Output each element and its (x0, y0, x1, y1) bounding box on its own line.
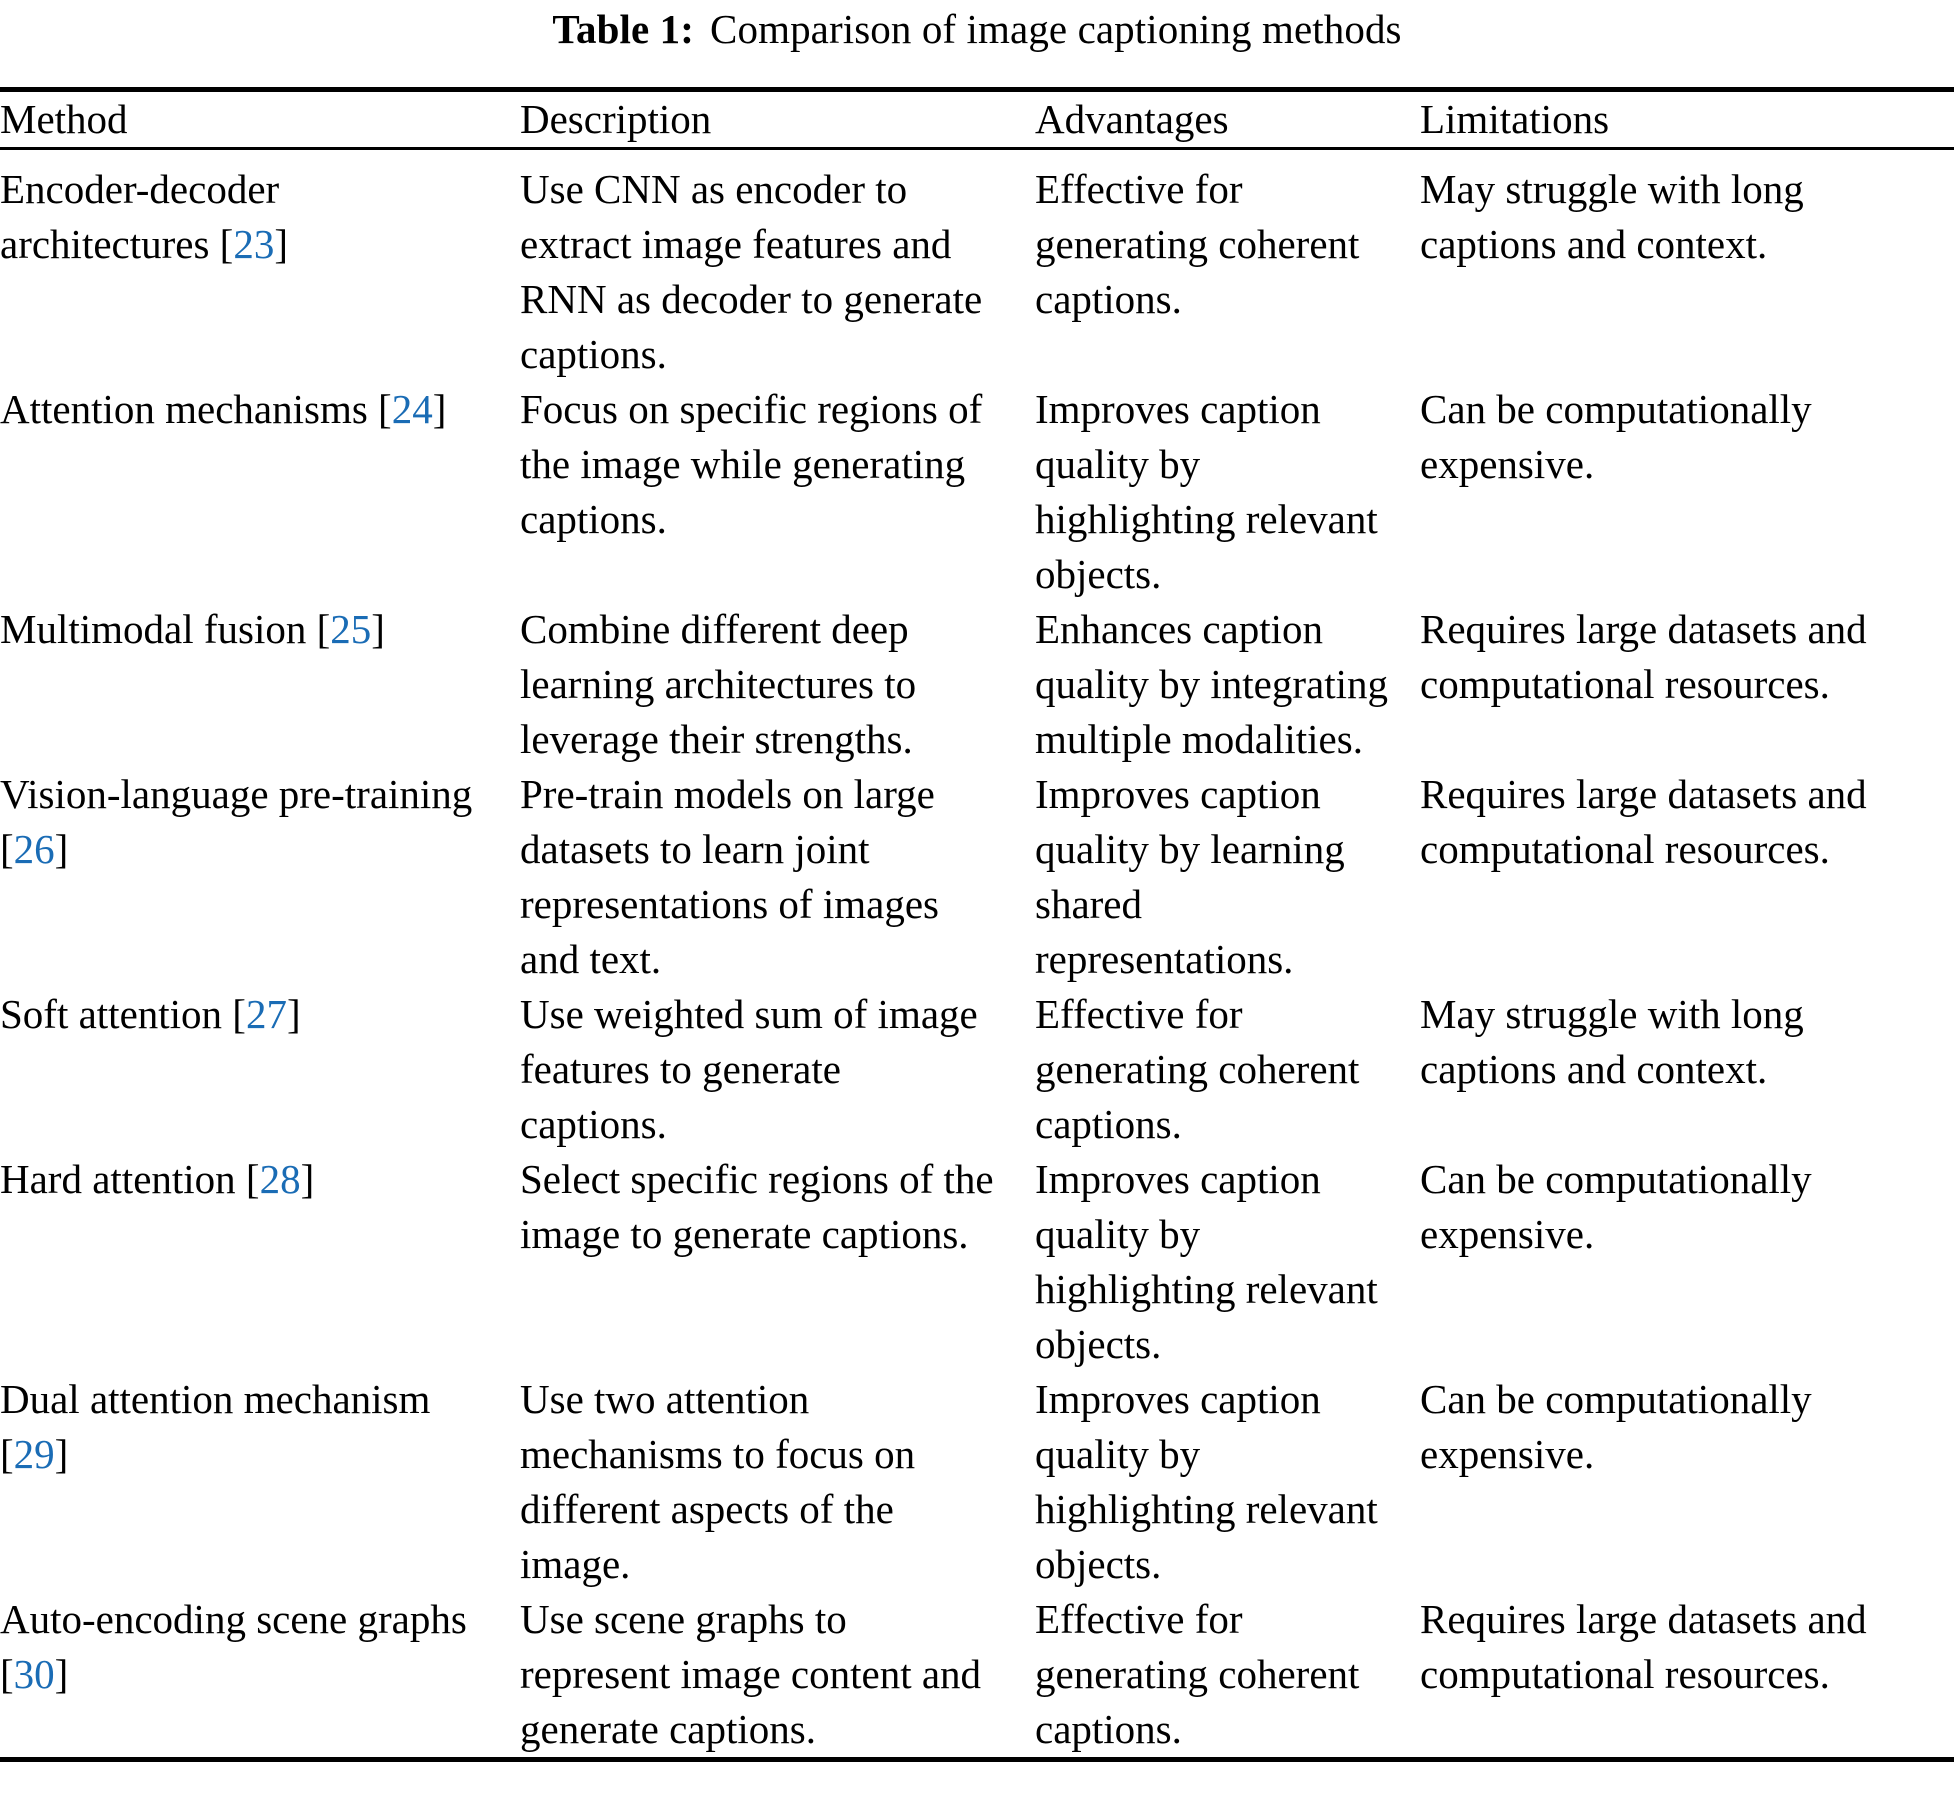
cell-limitations (1420, 987, 1954, 1152)
cell-advantages-text: Effective for generating coherent captions. (1035, 991, 1360, 1147)
cell-advantages (1035, 987, 1420, 1152)
cell-advantages (1035, 602, 1420, 767)
cell-method-text: Multimodal fusion [25] (0, 606, 385, 652)
cell-method (0, 987, 520, 1152)
citation-link[interactable]: 27 (245, 991, 287, 1037)
table-caption-text: Comparison of image captioning methods (710, 6, 1402, 52)
cell-description (520, 382, 1035, 602)
cell-description-text: Use weighted sum of image features to generate captions. (520, 991, 978, 1147)
column-header-limitations-label: Limitations (1420, 96, 1610, 142)
column-header-advantages (1035, 92, 1420, 149)
table-body (0, 149, 1954, 1758)
table-row (0, 1592, 1954, 1757)
citation-link[interactable]: 30 (13, 1651, 55, 1697)
cell-limitations-text: Requires large datasets and computational resources. (1420, 606, 1867, 707)
column-header-method (0, 92, 520, 149)
table-header-row (0, 92, 1954, 149)
cell-method (0, 149, 520, 383)
cell-advantages-text: Effective for generating coherent captions. (1035, 166, 1360, 322)
table-row (0, 1372, 1954, 1592)
column-header-description (520, 92, 1035, 149)
table-row (0, 149, 1954, 383)
table-row (0, 602, 1954, 767)
cell-limitations (1420, 602, 1954, 767)
cell-advantages-text: Enhances caption quality by integrating multiple modalities. (1035, 606, 1388, 762)
table-head (0, 92, 1954, 149)
cell-limitations-text: Can be computationally expensive. (1420, 1156, 1812, 1257)
cell-description (520, 1372, 1035, 1592)
cell-method-text: Attention mechanisms [24] (0, 386, 447, 432)
cell-description (520, 1592, 1035, 1757)
cell-method-text: Soft attention [27] (0, 991, 301, 1037)
citation-link[interactable]: 28 (259, 1156, 301, 1202)
cell-description-text: Use CNN as encoder to extract image features and RNN as decoder to generate captions. (520, 166, 983, 377)
cell-method (0, 1372, 520, 1592)
cell-description (520, 1152, 1035, 1372)
column-header-limitations (1420, 92, 1954, 149)
cell-method-text: Dual attention mechanism [29] (0, 1376, 431, 1477)
cell-advantages-text: Improves caption quality by highlighting relevant objects. (1035, 386, 1378, 597)
cell-limitations (1420, 1592, 1954, 1757)
cell-limitations (1420, 1372, 1954, 1592)
cell-advantages-text: Improves caption quality by learning shared representations. (1035, 771, 1345, 982)
cell-method-text: Hard attention [28] (0, 1156, 315, 1202)
cell-method-text: Auto-encoding scene graphs [30] (0, 1596, 467, 1697)
cell-limitations-text: May struggle with long captions and context. (1420, 991, 1804, 1092)
comparison-table (0, 92, 1954, 1757)
cell-limitations-text: Can be computationally expensive. (1420, 1376, 1812, 1477)
cell-limitations-text: May struggle with long captions and context. (1420, 166, 1804, 267)
table-row (0, 987, 1954, 1152)
cell-method (0, 382, 520, 602)
column-header-method-label: Method (0, 96, 128, 142)
cell-description (520, 987, 1035, 1152)
table-caption (0, 0, 1954, 54)
cell-method (0, 602, 520, 767)
cell-limitations (1420, 1152, 1954, 1372)
citation-link[interactable]: 25 (330, 606, 372, 652)
column-header-description-label: Description (520, 96, 712, 142)
cell-description-text: Use scene graphs to represent image content and generate captions. (520, 1596, 982, 1752)
cell-advantages-text: Improves caption quality by highlighting relevant objects. (1035, 1156, 1378, 1367)
table-row (0, 767, 1954, 987)
cell-advantages-text: Effective for generating coherent captions. (1035, 1596, 1360, 1752)
cell-advantages (1035, 382, 1420, 602)
cell-description-text: Use two attention mechanisms to focus on different aspects of the image. (520, 1376, 916, 1587)
cell-advantages (1035, 1372, 1420, 1592)
cell-limitations (1420, 382, 1954, 602)
cell-limitations-text: Can be computationally expensive. (1420, 386, 1812, 487)
column-header-advantages-label: Advantages (1035, 96, 1229, 142)
cell-advantages (1035, 767, 1420, 987)
cell-method (0, 767, 520, 987)
table-bottom-rule (0, 1757, 1954, 1762)
cell-description-text: Pre-train models on large datasets to learn joint representations of images and text. (520, 771, 939, 982)
citation-link[interactable]: 26 (13, 826, 55, 872)
cell-advantages (1035, 1592, 1420, 1757)
citation-link[interactable]: 24 (391, 386, 433, 432)
cell-advantages-text: Improves caption quality by highlighting relevant objects. (1035, 1376, 1378, 1587)
table-caption-label: Table 1: (552, 6, 695, 52)
cell-advantages (1035, 149, 1420, 383)
cell-method-text: Vision-language pre-training [26] (0, 771, 473, 872)
cell-limitations-text: Requires large datasets and computational resources. (1420, 1596, 1867, 1697)
cell-limitations (1420, 767, 1954, 987)
citation-link[interactable]: 29 (13, 1431, 55, 1477)
cell-description (520, 149, 1035, 383)
cell-limitations (1420, 149, 1954, 383)
citation-link[interactable]: 23 (233, 221, 275, 267)
cell-method (0, 1152, 520, 1372)
table-row (0, 382, 1954, 602)
cell-description-text: Combine different deep learning architectures to leverage their strengths. (520, 606, 917, 762)
cell-method (0, 1592, 520, 1757)
cell-description (520, 602, 1035, 767)
cell-advantages (1035, 1152, 1420, 1372)
cell-limitations-text: Requires large datasets and computational resources. (1420, 771, 1867, 872)
cell-description-text: Focus on specific regions of the image while generating captions. (520, 386, 983, 542)
cell-description-text: Select specific regions of the image to generate captions. (520, 1156, 994, 1257)
cell-description (520, 767, 1035, 987)
cell-method-text: Encoder-decoder architectures [23] (0, 166, 288, 267)
table-row (0, 1152, 1954, 1372)
